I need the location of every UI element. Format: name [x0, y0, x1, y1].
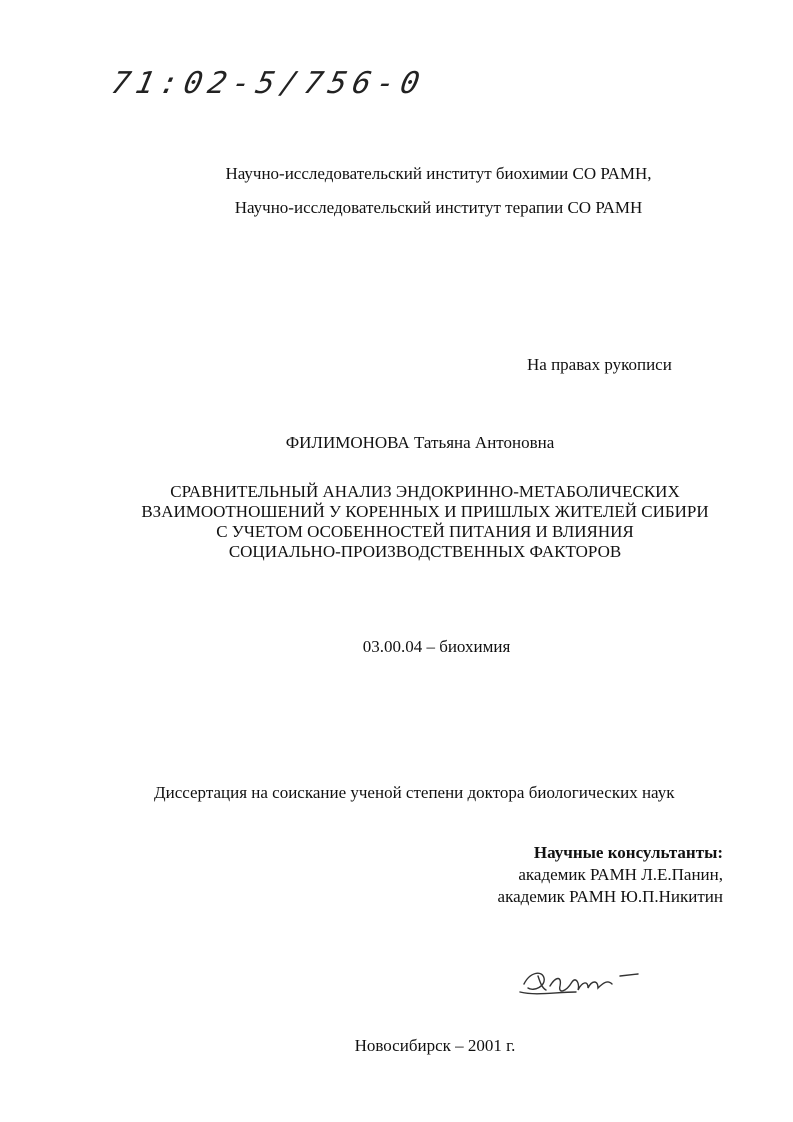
institution-line-1: Научно-исследовательский институт биохимии СО РАМН, — [225, 164, 652, 183]
title-line-4: СОЦИАЛЬНО-ПРОИЗВОДСТВЕННЫХ ФАКТОРОВ — [228, 542, 622, 561]
consultants-heading: Научные консультанты: — [533, 843, 723, 862]
consultants-block — [498, 842, 723, 908]
handwritten-archive-code: 71:02-5/756-0 — [108, 66, 429, 101]
title-line-2: ВЗАИМООТНОШЕНИЙ У КОРЕННЫХ И ПРИШЛЫХ ЖИТЕЛЕЙ СИБИРИ — [141, 502, 709, 521]
institution-line-2: Научно-исследовательский институт терапии СО РАМН — [234, 198, 643, 217]
city-year: Новосибирск – 2001 г. — [354, 1036, 516, 1055]
dissertation-title — [0, 482, 793, 562]
handwritten-signature — [516, 962, 646, 1002]
consultant-2: академик РАМН Ю.П.Никитин — [497, 887, 723, 906]
dissertation-note: Диссертация на соискание ученой степени доктора биологических наук — [154, 783, 675, 802]
consultant-1: академик РАМН Л.Е.Панин, — [518, 865, 723, 884]
manuscript-note: На правах рукописи — [527, 355, 672, 374]
author-name: ФИЛИМОНОВА Татьяна Антоновна — [285, 433, 555, 452]
title-line-3: С УЧЕТОМ ОСОБЕННОСТЕЙ ПИТАНИЯ И ВЛИЯНИЯ — [216, 522, 634, 541]
specialty-code: 03.00.04 – биохимия — [362, 637, 511, 656]
title-line-1: СРАВНИТЕЛЬНЫЙ АНАЛИЗ ЭНДОКРИННО-МЕТАБОЛИЧЕСКИХ — [170, 482, 680, 501]
